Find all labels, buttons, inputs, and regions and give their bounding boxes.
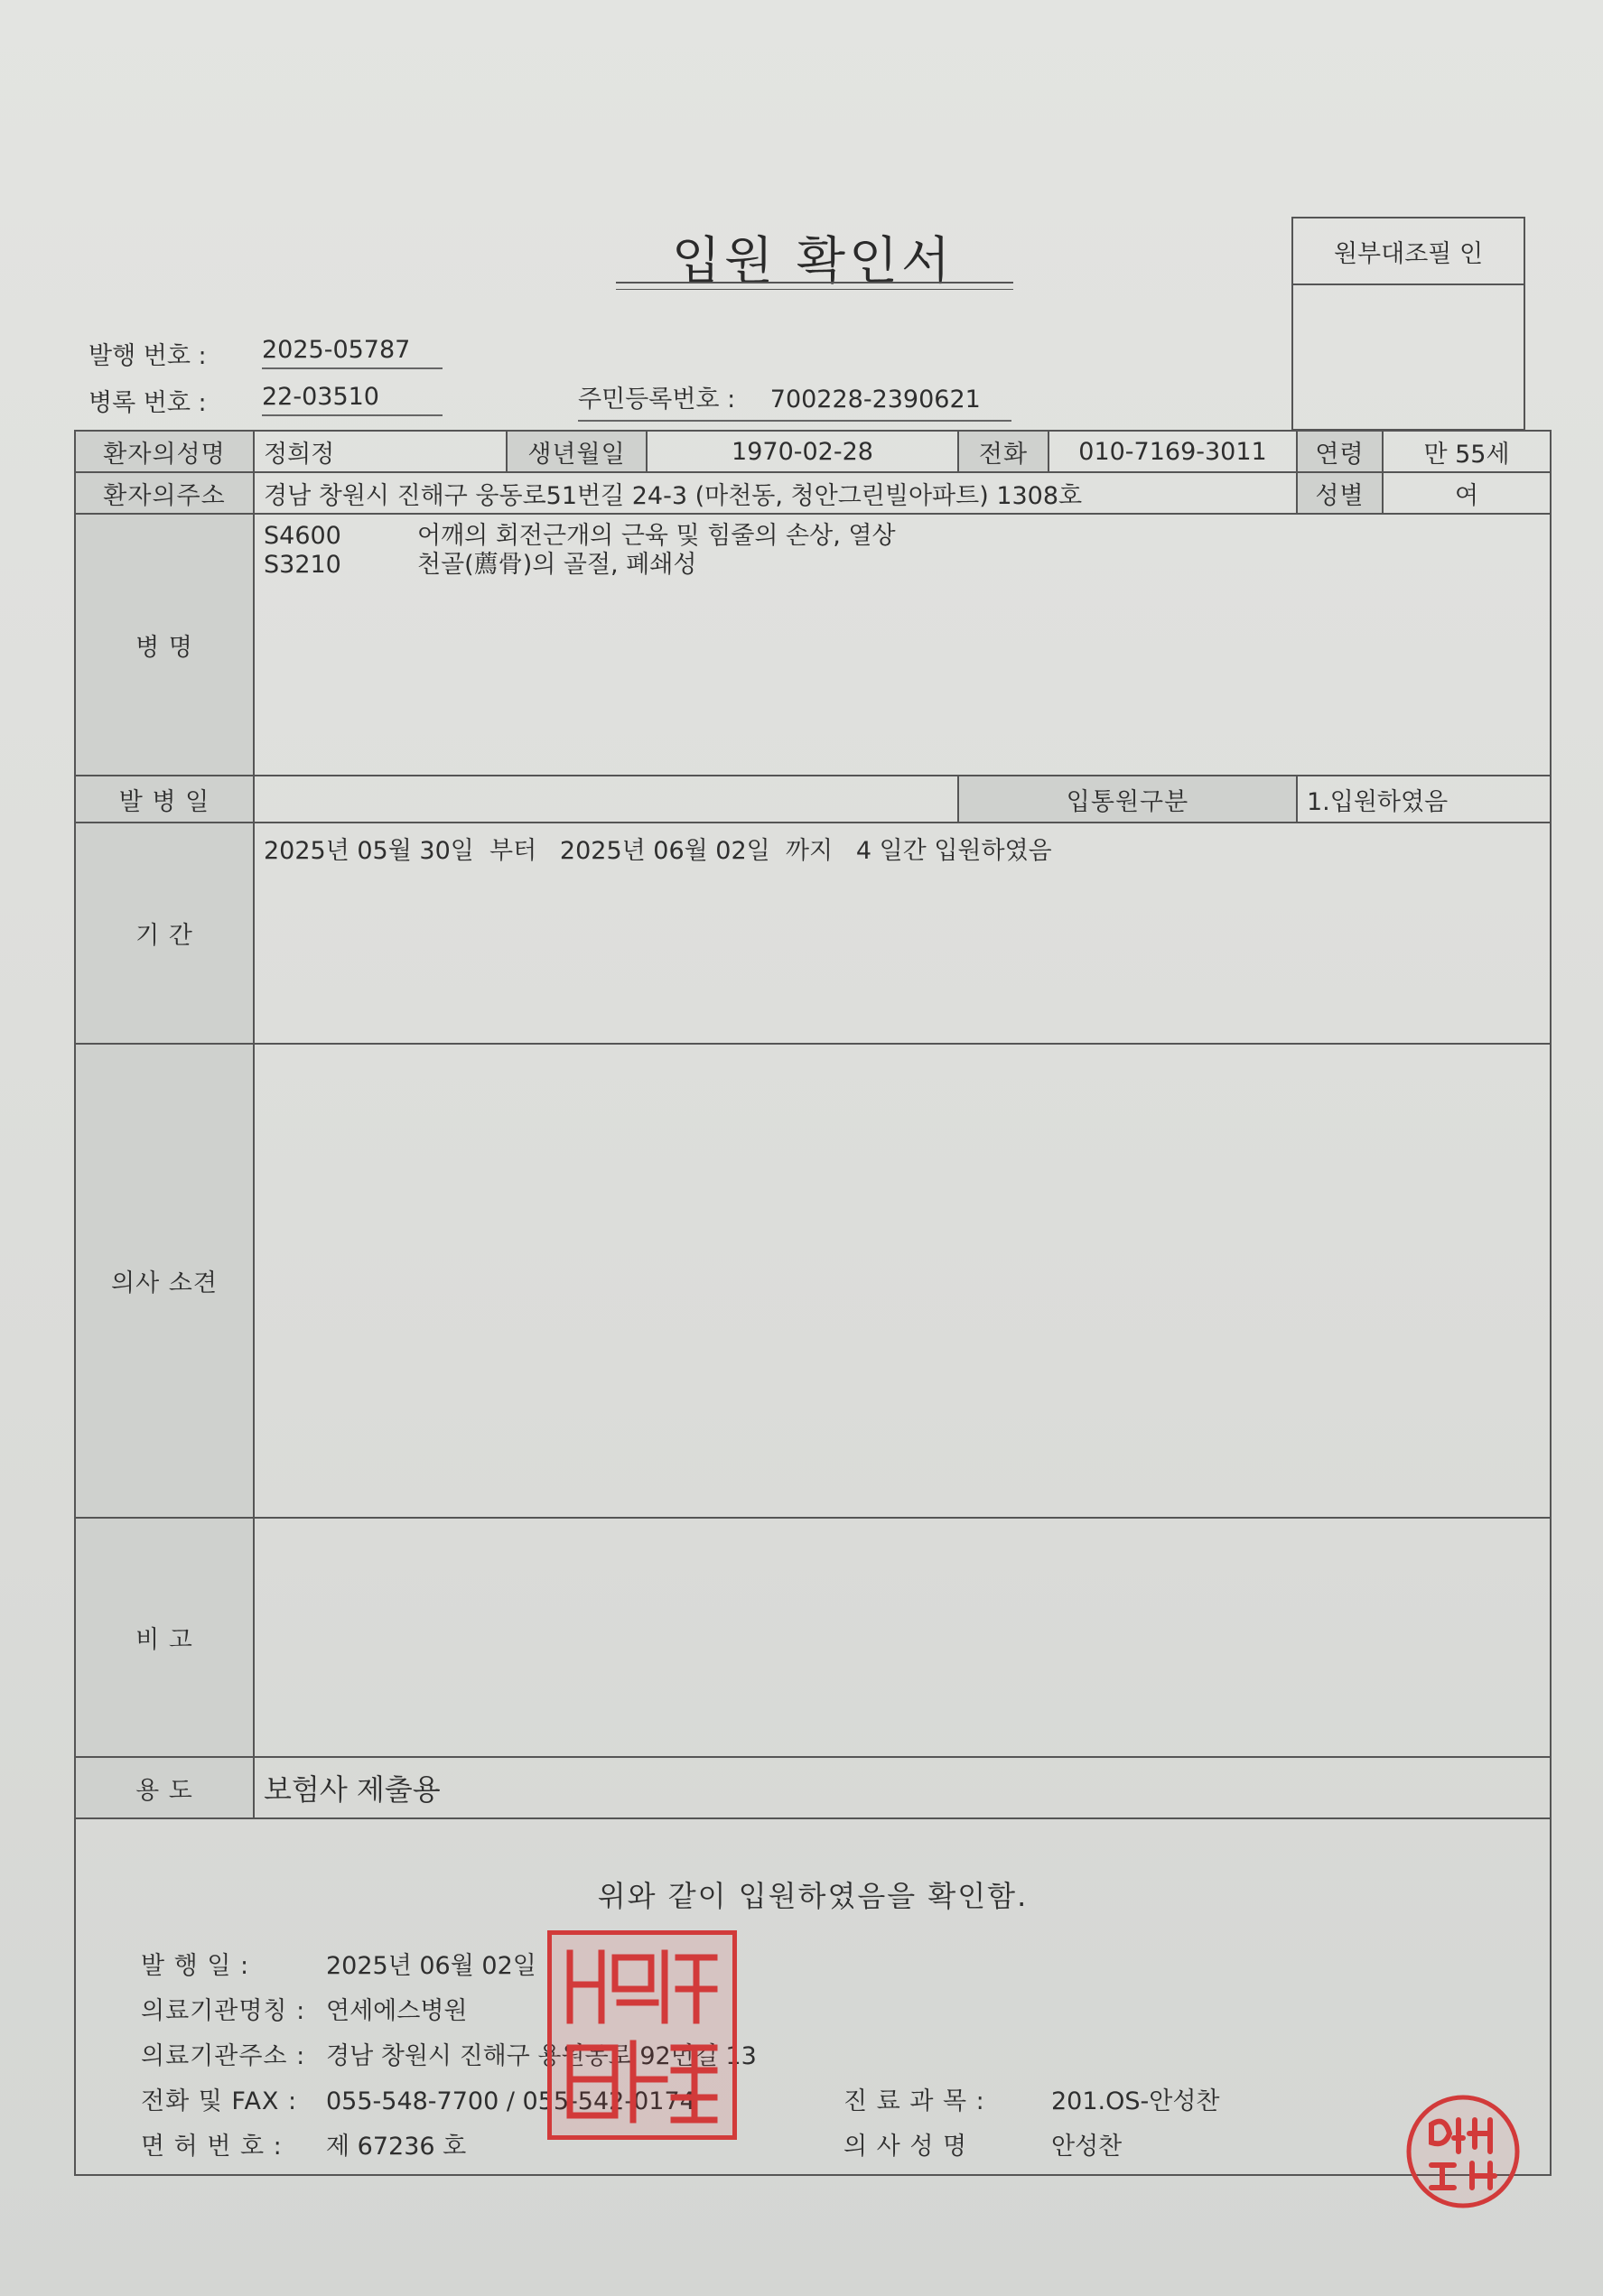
patient-address-row xyxy=(75,472,1551,514)
remarks-row xyxy=(75,1518,1551,1757)
tel-fax: 055-548-7700 / 055-542-0174 xyxy=(326,2087,695,2115)
issue-date: 2025년 06월 02일 xyxy=(326,1952,536,1980)
license-number: 제 67236 호 xyxy=(326,2133,467,2161)
institution-row xyxy=(141,1991,468,2026)
birth-label: 생년월일 xyxy=(507,431,647,472)
purpose-label: 용 도 xyxy=(75,1757,254,1818)
diagnosis-name: 어깨의 회전근개의 근육 및 힘줄의 손상, 열상 xyxy=(417,522,896,550)
record-number: 22-03510 xyxy=(262,383,443,416)
admission-form-table xyxy=(74,430,1552,2176)
license-label: 면 허 번 호 : xyxy=(141,2133,283,2161)
disease-label: 병 명 xyxy=(75,514,254,776)
resident-number: 700228-2390621 xyxy=(769,386,981,414)
purpose-value: 보험사 제출용 xyxy=(254,1757,1551,1818)
issuance-section xyxy=(75,1818,1551,2175)
institution-address-label: 의료기관주소 : xyxy=(141,2042,306,2070)
opinion-row xyxy=(75,1044,1551,1518)
institution-address: 경남 창원시 진해구 용원동로 92번길 13 xyxy=(326,2042,757,2070)
diagnosis-name: 천골(薦骨)의 골절, 폐쇄성 xyxy=(417,551,697,579)
hospital-seal-graphic xyxy=(552,1935,732,2135)
period-label: 기 간 xyxy=(75,823,254,1044)
patient-age: 만 55세 xyxy=(1383,431,1551,472)
onset-row xyxy=(75,776,1551,823)
disease-row xyxy=(75,514,1551,776)
issue-number: 2025-05787 xyxy=(262,336,443,369)
onset-value xyxy=(254,776,958,823)
diagnosis-code: S4600 xyxy=(264,522,341,550)
license-row xyxy=(141,2126,466,2161)
doctor-seal xyxy=(1404,2093,1522,2210)
patient-sex: 여 xyxy=(1383,472,1551,514)
resident-number-label: 주민등록번호 : xyxy=(578,386,736,414)
opinion-label: 의사 소견 xyxy=(75,1044,254,1518)
remarks-value xyxy=(254,1518,1551,1757)
diagnosis-item xyxy=(264,522,1541,551)
remarks-label: 비 고 xyxy=(75,1518,254,1757)
doctor-seal-graphic xyxy=(1404,2093,1522,2210)
onset-label: 발 병 일 xyxy=(75,776,254,823)
resident-number-row xyxy=(578,379,1011,422)
doctor-opinion xyxy=(254,1044,1551,1518)
admission-type: 1.입원하였음 xyxy=(1297,776,1551,823)
admission-type-label: 입통원구분 xyxy=(958,776,1297,823)
footer-row xyxy=(75,1818,1551,2175)
phone-label: 전화 xyxy=(958,431,1048,472)
verification-stamp-box xyxy=(1291,217,1525,431)
confirmation-statement: 위와 같이 입원하였음을 확인함. xyxy=(597,1879,1029,1913)
patient-address: 경남 창원시 진해구 웅동로51번길 24-3 (마천동, 청안그린빌아파트) 1308호 xyxy=(254,472,1297,514)
department-row xyxy=(843,2081,1220,2116)
hospital-seal xyxy=(547,1930,737,2140)
title-underline-2 xyxy=(616,289,1013,290)
purpose-row xyxy=(75,1757,1551,1818)
record-number-label: 병록 번호 : xyxy=(89,389,207,417)
doctor-name-label: 의 사 성 명 xyxy=(843,2133,968,2161)
period-row xyxy=(75,823,1551,1044)
doctor-name: 안성찬 xyxy=(1051,2133,1123,2161)
admission-period: 2025년 05월 30일 부터 2025년 06월 02일 까지 4 일간 입원하였음 xyxy=(254,823,1551,1044)
document-title: 입원 확인서 xyxy=(671,232,955,291)
department-label: 진 료 과 목 : xyxy=(843,2087,985,2115)
disease-list xyxy=(254,514,1551,776)
title-underline xyxy=(616,282,1013,284)
issue-number-label: 발행 번호 : xyxy=(89,342,207,370)
diagnosis-code: S3210 xyxy=(264,551,341,579)
institution-label: 의료기관명칭 : xyxy=(141,1997,306,2025)
stamp-box-header: 원부대조필 인 xyxy=(1293,218,1524,285)
patient-info-row xyxy=(75,431,1551,472)
patient-phone: 010-7169-3011 xyxy=(1048,431,1297,472)
birth-date: 1970-02-28 xyxy=(647,431,958,472)
tel-fax-label: 전화 및 FAX : xyxy=(141,2087,298,2115)
institution-name: 연세에스병원 xyxy=(326,1997,468,2025)
sex-label: 성별 xyxy=(1297,472,1383,514)
issue-date-row xyxy=(141,1946,536,1981)
issue-date-label: 발 행 일 : xyxy=(141,1952,250,1980)
doctor-row xyxy=(843,2126,1122,2161)
age-label: 연령 xyxy=(1297,431,1383,472)
patient-name-label: 환자의성명 xyxy=(75,431,254,472)
diagnosis-item xyxy=(264,551,1541,580)
address-label: 환자의주소 xyxy=(75,472,254,514)
department: 201.OS-안성찬 xyxy=(1051,2087,1220,2115)
patient-name: 정희정 xyxy=(254,431,507,472)
